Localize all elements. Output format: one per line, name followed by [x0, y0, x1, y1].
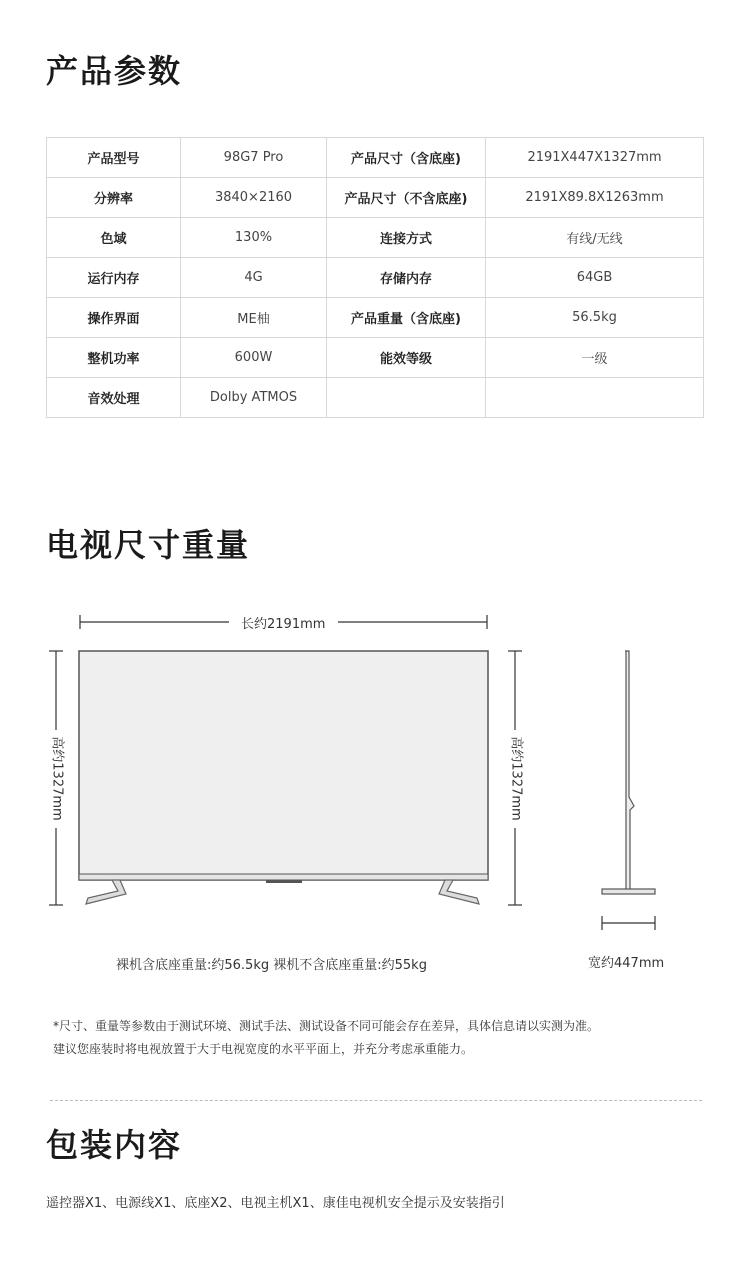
spec-value: 3840×2160 — [181, 178, 327, 218]
spec-value: 4G — [181, 258, 327, 298]
spec-value: 有线/无线 — [486, 218, 704, 258]
disclaimer-note-2: 建议您座装时将电视放置于大于电视宽度的水平平面上，并充分考虑承重能力。 — [53, 1042, 474, 1056]
section-title-params: 产品参数 — [46, 52, 183, 90]
spec-label: 产品重量（含底座) — [327, 298, 486, 338]
spec-label: 操作界面 — [47, 298, 181, 338]
weight-info: 裸机含底座重量:约56.5kg 裸机不含底座重量:约55kg — [116, 958, 427, 973]
package-contents: 遥控器X1、电源线X1、底座X2、电视主机X1、康佳电视机安全提示及安装指引 — [46, 1196, 505, 1211]
spec-value: 600W — [181, 338, 327, 378]
spec-label: 产品尺寸（不含底座) — [327, 178, 486, 218]
section-title-size: 电视尺寸重量 — [46, 526, 251, 564]
height-label-right: 高约1327mm — [509, 736, 528, 820]
spec-label: 分辨率 — [47, 178, 181, 218]
disclaimer-note-1: *尺寸、重量等参数由于测试环境、测试手法、测试设备不同可能会存在差异，具体信息请以实测为准。 — [53, 1019, 600, 1033]
spec-value: 64GB — [486, 258, 704, 298]
spec-value: 130% — [181, 218, 327, 258]
section-divider — [50, 1100, 702, 1101]
section-title-package: 包装内容 — [46, 1126, 183, 1164]
spec-label: 色域 — [47, 218, 181, 258]
spec-value: 2191X447X1327mm — [486, 138, 704, 178]
spec-label: 存储内存 — [327, 258, 486, 298]
depth-label: 宽约447mm — [588, 956, 665, 971]
spec-value: 98G7 Pro — [181, 138, 327, 178]
spec-value: ME柚 — [181, 298, 327, 338]
spec-value: 56.5kg — [486, 298, 704, 338]
spec-label: 能效等级 — [327, 338, 486, 378]
spec-label: 产品型号 — [47, 138, 181, 178]
spec-label: 连接方式 — [327, 218, 486, 258]
spec-label: 音效处理 — [47, 378, 181, 418]
depth-dimension-line — [602, 916, 655, 930]
spec-value: 一级 — [486, 338, 704, 378]
spec-label: 产品尺寸（含底座) — [327, 138, 486, 178]
length-label: 长约2191mm — [241, 613, 325, 632]
height-label-left: 高约1327mm — [50, 736, 69, 820]
spec-label: 整机功率 — [47, 338, 181, 378]
tv-front-view — [79, 651, 488, 904]
spec-value: 2191X89.8X1263mm — [486, 178, 704, 218]
tv-side-view — [602, 651, 655, 894]
spec-value: Dolby ATMOS — [181, 378, 327, 418]
spec-label: 运行内存 — [47, 258, 181, 298]
